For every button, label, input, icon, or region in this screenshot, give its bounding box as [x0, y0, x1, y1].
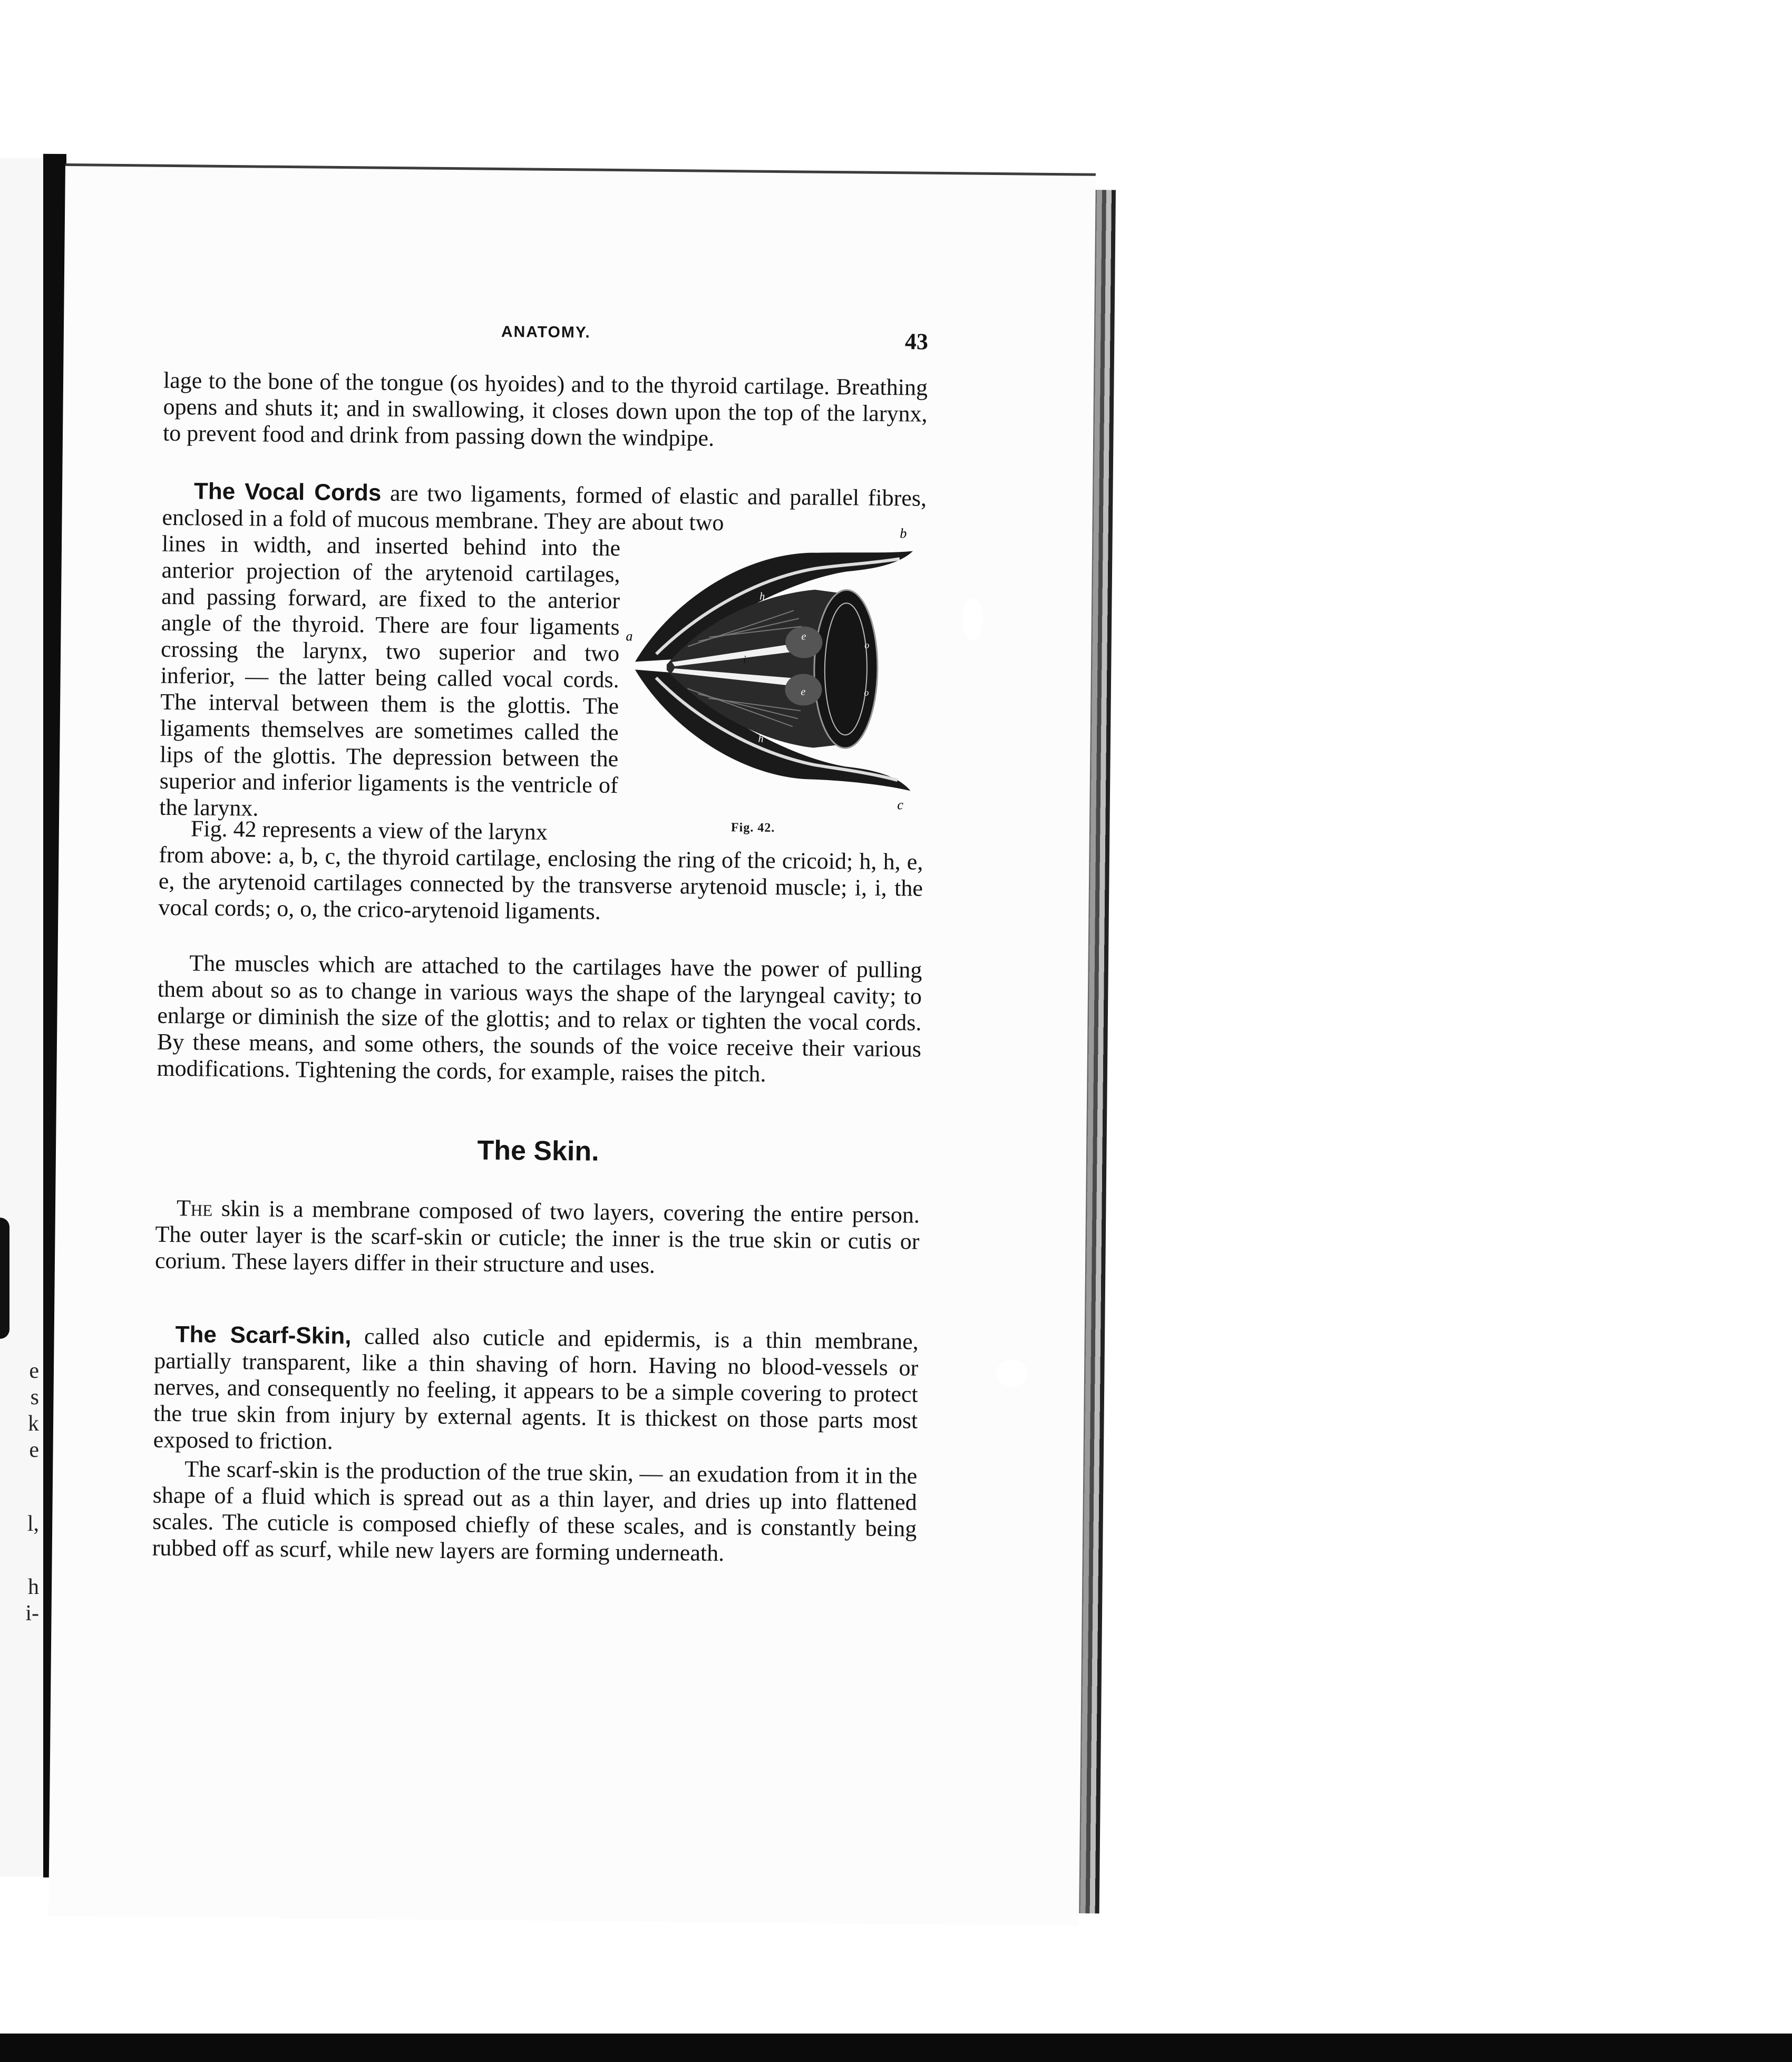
figure-caption: Fig. 42. — [731, 821, 775, 835]
scan-dust — [962, 598, 983, 640]
page-content — [152, 320, 929, 1567]
facing-page-edge — [0, 158, 44, 1876]
figure-label-o: o — [864, 687, 869, 698]
edge-letter: k — [28, 1412, 39, 1436]
page-number: 43 — [904, 328, 929, 355]
figure-label-h: h — [759, 590, 765, 602]
scarf-skin-lead: The Scarf-Skin, — [175, 1321, 352, 1349]
skin-intro-paragraph — [155, 1195, 920, 1281]
edge-letter: l, — [27, 1512, 39, 1536]
edge-letter: h — [28, 1575, 39, 1599]
skin-intro-the: The — [176, 1195, 213, 1221]
figure-label-a: a — [626, 628, 633, 644]
scarf-skin-paragraph — [153, 1321, 919, 1461]
edge-letter: e — [29, 1438, 39, 1462]
paragraph-continuation: lage to the bone of the tongue (os hyoides) and to the thyroid cartilage. Breathing opens and shuts it; and in swallowing, it closes down upon the top of the larynx, to prevent food and drink from passing down the windpipe. — [162, 367, 928, 451]
figure-label-e: e — [801, 630, 806, 643]
scarf-skin-paragraph-2: The scarf-skin is the production of the true skin, — an exudation from it in the shape of a fluid which is spread out as a thin layer, and dries up into flattened scales. The cuticle is composed chiefly of these scales, and is constantly being rubbed off as scurf, while new layers are forming underneath. — [152, 1456, 918, 1567]
figure-description-rest: from above: a, b, c, the thyroid cartilage, enclosing the ring of the cricoid; h, h, e, e, the arytenoid cartilages connected by the transverse arytenoid muscle; i, i, the vocal cords; o, o, the crico-arytenoid ligaments. — [158, 841, 923, 925]
larynx-figure — [623, 519, 921, 817]
running-head — [164, 320, 929, 359]
edge-letter: i- — [25, 1601, 39, 1626]
skin-intro-text: skin is a membrane composed of two layers, covering the entire person. The outer layer is the scarf-skin or cuticle; the inner is the true skin or cutis or corium. These layers differ in their structure and uses. — [154, 1195, 920, 1278]
figure-label-e: e — [801, 686, 806, 698]
figure-label-b: b — [900, 526, 907, 541]
figure-label-i: i — [743, 654, 746, 666]
vocal-cords-first-text: are two ligaments, formed of elastic and parallel fibres, enclosed in a fold of mucous membrane. They are about two — [162, 480, 927, 536]
vocal-cords-paragraph: lines in width, and inserted behind into the anterior projection of the arytenoid cartilages, and passing forward, are fixed to the anterior angle of the thyroid. There are four ligaments crossing the larynx, two superior and two inferior, — the latter being called vocal cords. The interval between them is the glottis. The ligaments themselves are sometimes called the lips of the glottis. The depression between the superior and inferior ligaments is the ventricle of the larynx. — [159, 530, 621, 821]
scan-dust — [996, 1360, 1028, 1386]
edge-letter: e — [29, 1359, 39, 1383]
running-title: ANATOMY. — [501, 323, 591, 342]
vocal-cords-lead: The Vocal Cords — [193, 478, 382, 506]
figure-label-o: o — [864, 639, 870, 650]
figure-label-h: h — [758, 733, 764, 745]
scan-border — [0, 2034, 1792, 2062]
edge-letter: s — [30, 1385, 39, 1409]
page-clip — [0, 1218, 9, 1339]
muscles-paragraph: The muscles which are attached to the cartilages have the power of pulling them about so as to change in various ways the shape of the laryngeal cavity; to enlarge or diminish the size of the glottis; and to relax or tighten the vocal cords. By these means, and some others, the sounds of the voice receive their various modifications. Tightening the cords, for example, raises the pitch. — [157, 950, 922, 1087]
scarf-skin-text: called also cuticle and epidermis, is a thin membrane, partially transparent, like a thin shaving of horn. Having no blood-vessels or nerves, and consequently no feeling, it appears to be a simple covering to protect the true skin from injury by external agents. It is thickest on those parts most exposed to friction. — [153, 1323, 919, 1454]
vocal-cords-wrapped-text — [159, 531, 620, 825]
larynx-illustration — [623, 519, 921, 817]
figure-description-first: Fig. 42 represents a view of the larynx — [190, 815, 548, 845]
figure-label-c: c — [897, 797, 904, 813]
book-page — [48, 163, 1096, 1926]
section-heading: The Skin. — [477, 1135, 599, 1167]
figure-description — [158, 815, 923, 928]
